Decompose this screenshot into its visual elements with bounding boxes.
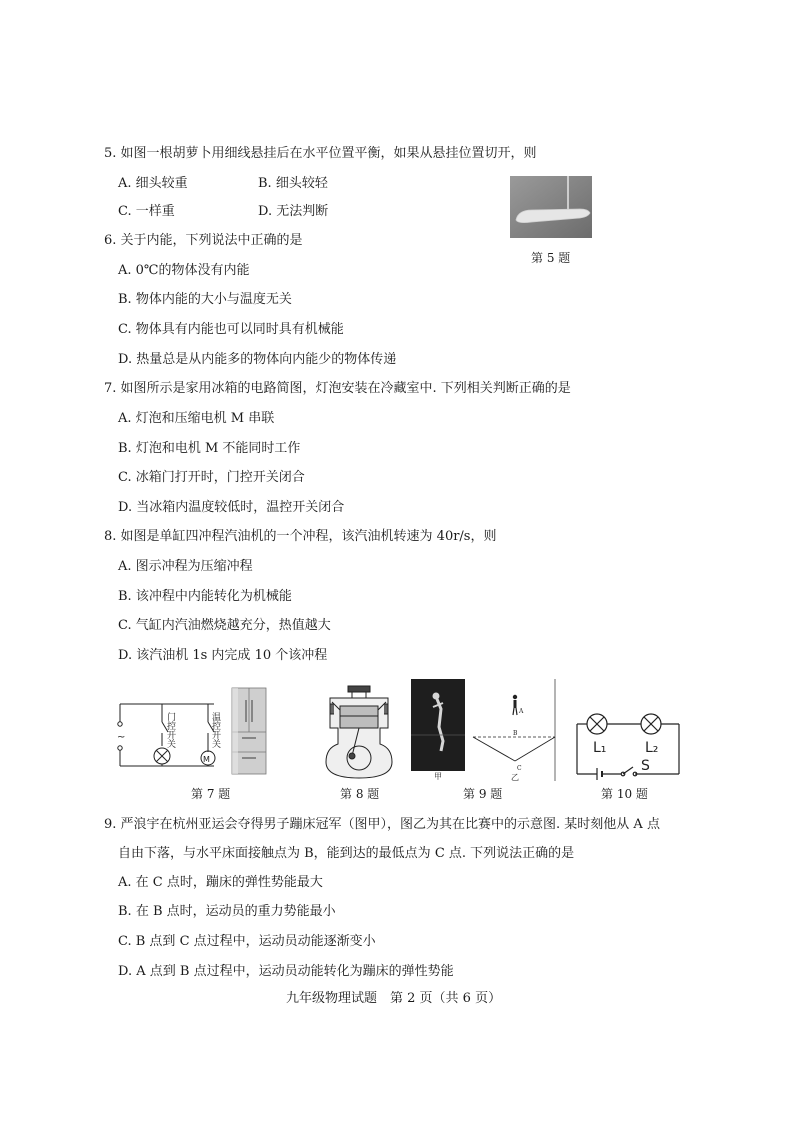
point-b: B bbox=[513, 730, 518, 737]
l1-label: L₁ bbox=[593, 740, 607, 756]
q7-option-d: D. 当冰箱内温度较低时，温控开关闭合 bbox=[118, 500, 345, 515]
q8-caption: 第 8 题 bbox=[340, 787, 380, 801]
point-a: A bbox=[519, 708, 524, 715]
q5-caption: 第 5 题 bbox=[531, 251, 571, 265]
q6-stem: 6. 关于内能，下列说法中正确的是 bbox=[104, 233, 303, 248]
q5-option-a: A. 细头较重 bbox=[118, 176, 188, 191]
q5-option-d: D. 无法判断 bbox=[258, 204, 329, 219]
q9-stem-line2: 自由下落，与水平床面接触点为 B，能到达的最低点为 C 点. 下列说法正确的是 bbox=[118, 846, 575, 861]
label-yi: 乙 bbox=[511, 773, 519, 781]
temp-switch-label: 温控开关 bbox=[210, 712, 220, 748]
q9-option-b: B. 在 B 点时，运动员的重力势能最小 bbox=[118, 904, 336, 919]
q9-option-c: C. B 点到 C 点过程中，运动员动能逐渐变小 bbox=[118, 934, 376, 949]
q7-caption: 第 7 题 bbox=[191, 787, 231, 801]
l2-label: L₂ bbox=[645, 740, 659, 756]
q6-option-b: B. 物体内能的大小与温度无关 bbox=[118, 292, 292, 307]
lamp-circuit-figure bbox=[573, 710, 683, 780]
q6-option-d: D. 热量总是从内能多的物体向内能少的物体传递 bbox=[118, 352, 397, 367]
point-c: C bbox=[517, 765, 522, 772]
engine-figure bbox=[322, 684, 396, 780]
q9-caption: 第 9 题 bbox=[463, 787, 503, 801]
q9-option-d: D. A 点到 B 点过程中，运动员动能转化为蹦床的弹性势能 bbox=[118, 964, 454, 979]
trampoline-figure bbox=[411, 679, 559, 781]
q8-option-b: B. 该冲程中内能转化为机械能 bbox=[118, 589, 292, 604]
jumper-icon bbox=[513, 695, 517, 715]
ac-symbol: ~ bbox=[117, 732, 126, 743]
q5-option-b: B. 细头较轻 bbox=[258, 176, 328, 191]
q8-option-d: D. 该汽油机 1s 内完成 10 个该冲程 bbox=[118, 648, 328, 663]
q8-option-c: C. 气缸内汽油燃烧越充分，热值越大 bbox=[118, 618, 331, 633]
carrot-figure bbox=[510, 176, 592, 238]
fridge-image bbox=[232, 688, 266, 774]
q9-stem-line1: 9. 严浪宇在杭州亚运会夺得男子蹦床冠军（图甲），图乙为其在比赛中的示意图. 某时刻他从 A 点 bbox=[104, 817, 660, 832]
switch-label: S bbox=[641, 758, 650, 774]
q10-caption: 第 10 题 bbox=[601, 787, 648, 801]
q8-option-a: A. 图示冲程为压缩冲程 bbox=[118, 559, 253, 574]
q9-option-a: A. 在 C 点时，蹦床的弹性势能最大 bbox=[118, 875, 323, 890]
q5-option-c: C. 一样重 bbox=[118, 204, 175, 219]
q5-stem: 5. 如图一根胡萝卜用细线悬挂后在水平位置平衡，如果从悬挂位置切开，则 bbox=[104, 146, 537, 161]
q6-option-c: C. 物体具有内能也可以同时具有机械能 bbox=[118, 322, 344, 337]
q7-stem: 7. 如图所示是家用冰箱的电路简图，灯泡安装在冷藏室中. 下列相关判断正确的是 bbox=[104, 381, 571, 396]
motor-label: M bbox=[203, 755, 210, 764]
q7-option-a: A. 灯泡和压缩电机 M 串联 bbox=[118, 411, 275, 426]
q7-option-c: C. 冰箱门打开时，门控开关闭合 bbox=[118, 470, 305, 485]
q8-stem: 8. 如图是单缸四冲程汽油机的一个冲程，该汽油机转速为 40r/s，则 bbox=[104, 529, 497, 544]
door-switch-label: 门控开关 bbox=[165, 712, 175, 748]
fridge-circuit-figure bbox=[114, 686, 270, 780]
q6-option-a: A. 0℃的物体没有内能 bbox=[118, 263, 250, 278]
label-jia: 甲 bbox=[434, 772, 442, 781]
q7-option-b: B. 灯泡和电机 M 不能同时工作 bbox=[118, 441, 301, 456]
page-footer: 九年级物理试题 第 2 页（共 6 页） bbox=[286, 991, 502, 1006]
